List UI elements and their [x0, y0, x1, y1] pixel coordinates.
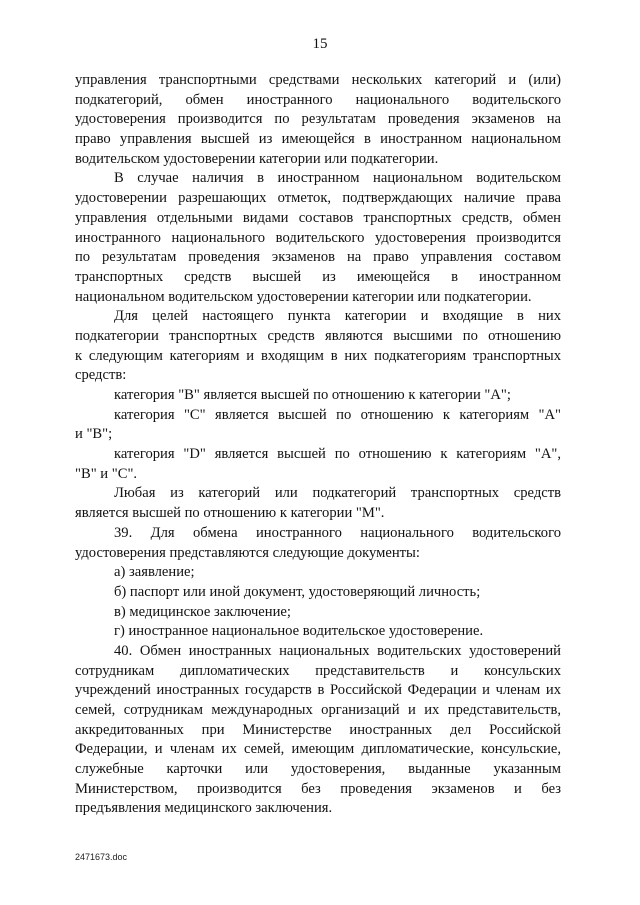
text-line: к следующим категориям и входящим в них подкатегориям транспортных [75, 347, 561, 364]
text-line: 40. Обмен иностранных национальных водительских удостоверений [114, 642, 561, 659]
text-line: средств: [75, 367, 127, 384]
text-line: транспортных средств высшей из имеющейся в иностранном [75, 268, 561, 285]
text-line: категория "D" является высшей по отношению к категориям "A", [114, 446, 561, 463]
text-line: семей, сотрудникам международных организаций и их представительств, [75, 702, 561, 718]
text-line: управления транспортными средствами нескольких категорий и (или) [75, 72, 561, 88]
text-line: национальном водительском удостоверении категории или подкатегории. [75, 288, 532, 305]
text-line: по результатам проведения экзаменов на право управления составом [75, 249, 561, 266]
text-line: водительском удостоверении категории или подкатегории. [75, 150, 439, 167]
text-line: подкатегории транспортных средств являются высшими по отношению [75, 327, 561, 344]
text-line: удостоверения представляются следующие документы: [75, 544, 420, 561]
text-line: право управления высшей из имеющейся в иностранном национальном [75, 131, 561, 148]
page-number: 15 [312, 36, 328, 52]
text-line: Федерации, и членам их семей, имеющим дипломатические, консульские, [75, 741, 561, 758]
text-line: удостоверении разрешающих отметок, подтверждающих наличие права [75, 190, 561, 207]
text-line: 39. Для обмена иностранного национального водительского [114, 524, 561, 541]
text-line: и "B"; [75, 426, 113, 443]
text-line: Министерством, производится без проведения экзаменов и без [75, 780, 561, 797]
text-line: г) иностранное национальное водительское удостоверение. [114, 623, 484, 640]
text-line: управления отдельными видами составов транспортных средств, обмен [75, 209, 561, 226]
text-line: Для целей настоящего пункта категории и входящие в них [114, 308, 561, 325]
text-line: является высшей по отношению к категории "M". [75, 505, 385, 522]
text-line: предъявления медицинского заключения. [75, 800, 333, 817]
text-line: удостоверения производится по результатам проведения экзаменов на [75, 111, 561, 128]
text-line: б) паспорт или иной документ, удостоверяющий личность; [114, 583, 481, 600]
text-line: сотрудникам дипломатических представительств и консульских [75, 662, 561, 679]
text-line: "B" и "C". [75, 465, 138, 482]
text-line: служебные карточки или удостоверения, выданные указанным [75, 761, 561, 778]
text-line: категория "B" является высшей по отношению к категории "A"; [114, 387, 511, 403]
text-line: а) заявление; [114, 564, 195, 581]
text-line: Любая из категорий или подкатегорий транспортных средств [114, 485, 561, 502]
text-line: В случае наличия в иностранном национальном водительском [114, 170, 561, 187]
footer-filename: 2471673.doc [75, 852, 128, 862]
text-line: категория "C" является высшей по отношению к категориям "A" [114, 406, 561, 423]
text-line: иностранного национального водительского удостоверения производится [75, 229, 561, 246]
document-body [75, 71, 561, 819]
text-line: аккредитованных при Министерстве иностранных дел Российской [75, 721, 561, 738]
text-line: учреждений иностранных государств в Российской Федерации и членам их [75, 682, 561, 699]
text-line: подкатегорий, обмен иностранного национального водительского [75, 91, 561, 108]
text-line: в) медицинское заключение; [114, 603, 291, 620]
